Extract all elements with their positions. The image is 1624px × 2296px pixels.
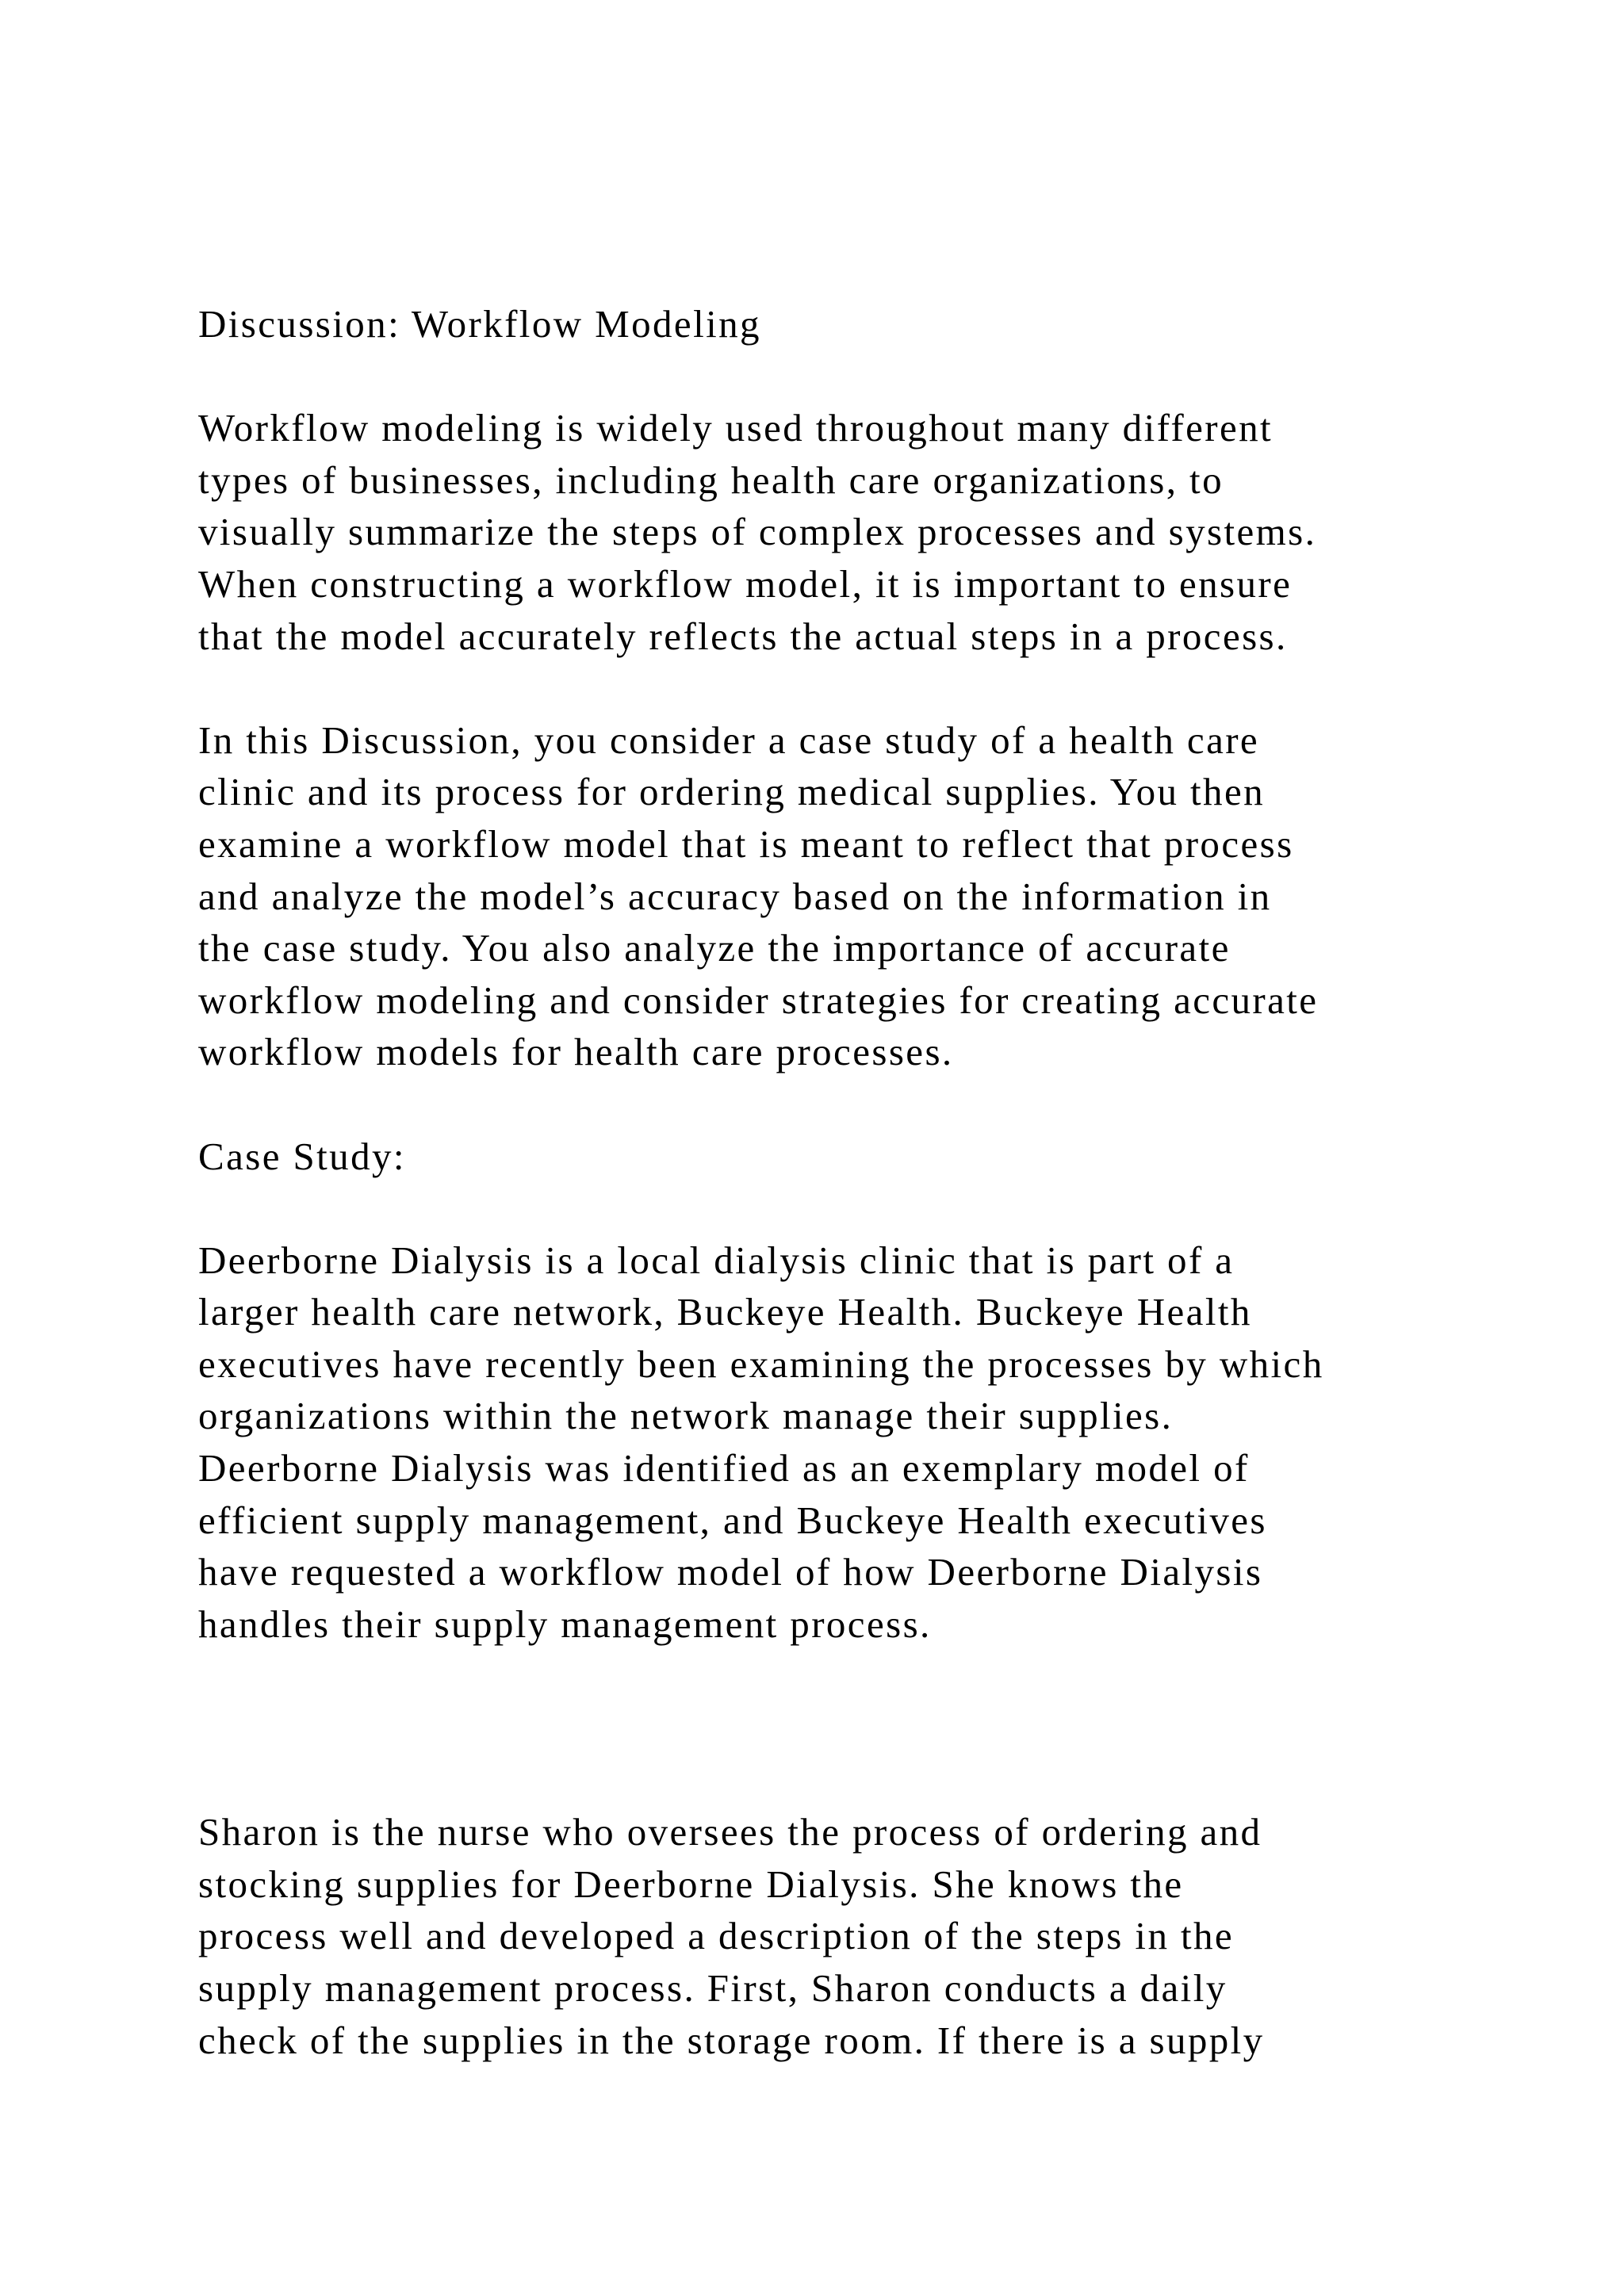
text-line: Sharon is the nurse who oversees the process of ordering and: [198, 1810, 1262, 1854]
paragraph-spacer: [198, 1650, 1499, 1806]
case-study-paragraph: [198, 1234, 1499, 1651]
case-study-heading: Case Study:: [198, 1134, 406, 1178]
discussion-paragraph: [198, 714, 1499, 1078]
text-line: the case study. You also analyze the importance of accurate: [198, 926, 1231, 970]
text-line: supply management process. First, Sharon conducts a daily: [198, 1966, 1228, 2011]
text-line: organizations within the network manage their supplies.: [198, 1394, 1174, 1438]
document-body: [198, 298, 1499, 2066]
document-title: Discussion: Workflow Modeling: [198, 302, 761, 346]
text-line: that the model accurately reflects the actual steps in a process.: [198, 614, 1288, 658]
text-line: process well and developed a description of the steps in the: [198, 1914, 1235, 1958]
text-line: executives have recently been examining the processes by which: [198, 1341, 1324, 1386]
intro-paragraph: [198, 402, 1499, 662]
text-line: efficient supply management, and Buckeye Health executives: [198, 1498, 1267, 1542]
text-line: clinic and its process for ordering medical supplies. You then: [198, 770, 1265, 814]
text-line: workflow models for health care processes.: [198, 1030, 954, 1074]
text-line: Workflow modeling is widely used throughout many different: [198, 406, 1274, 450]
text-line: workflow modeling and consider strategies for creating accurate: [198, 978, 1319, 1022]
text-line: have requested a workflow model of how Deerborne Dialysis: [198, 1550, 1263, 1594]
text-line: check of the supplies in the storage room. If there is a supply: [198, 2018, 1265, 2062]
text-line: Deerborne Dialysis is a local dialysis clinic that is part of a: [198, 1238, 1235, 1282]
text-line: larger health care network, Buckeye Health. Buckeye Health: [198, 1290, 1252, 1334]
paragraph-spacer: [198, 350, 1499, 403]
paragraph-spacer: [198, 662, 1499, 714]
text-line: stocking supplies for Deerborne Dialysis. She knows the: [198, 1862, 1184, 1906]
text-line: Deerborne Dialysis was identified as an exemplary model of: [198, 1446, 1250, 1490]
sharon-paragraph: [198, 1806, 1499, 2066]
text-line: examine a workflow model that is meant to reflect that process: [198, 821, 1294, 866]
text-line: When constructing a workflow model, it is important to ensure: [198, 561, 1293, 606]
paragraph-spacer: [198, 1182, 1499, 1234]
text-line: and analyze the model’s accuracy based on the information in: [198, 874, 1272, 918]
text-line: visually summarize the steps of complex processes and systems.: [198, 510, 1317, 554]
text-line: types of businesses, including health care organizations, to: [198, 457, 1224, 502]
paragraph-spacer: [198, 1078, 1499, 1131]
text-line: handles their supply management process.: [198, 1601, 932, 1646]
text-line: In this Discussion, you consider a case study of a health care: [198, 718, 1260, 762]
